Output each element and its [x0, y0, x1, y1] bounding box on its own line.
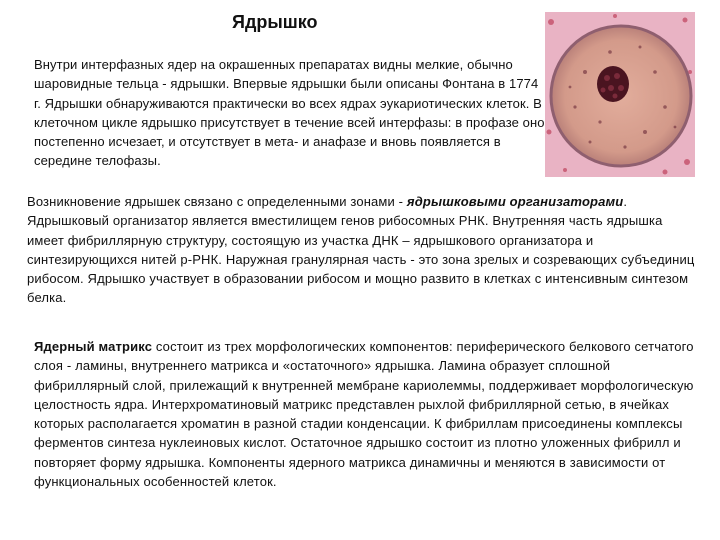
- nucleolar-organizer-term: ядрышковыми организаторами: [406, 194, 624, 209]
- para3-body: состоит из трех морфологических компонентов: периферического белкового сетчатого слоя - ламины, внутреннего матрикса и «остаточного» ядрышка. Ламина образует сплошной фибриллярный слой, прилежащий к внутренней мембране кариолеммы, поддерживает морфологическую целостность ядра. Интерхроматиновый матрикс представлен рыхлой фибриллярной сетью, в ячейках которых располагается хроматин в разной стадии конденсации. К фибриллам присоединены комплексы ферментов синтеза нуклеиновых кислот. Остаточное ядрышко состоит из плотно уложенных фибрилл и повторяет форму ядрышка. Компоненты ядерного матрикса динамичны и меняются в зависимости от функциональных особенностей клеток.: [34, 339, 694, 490]
- nuclear-matrix-paragraph: [34, 337, 699, 491]
- nucleolus: [597, 66, 629, 102]
- nucleolus-intro-paragraph: Внутри интерфазных ядер на окрашенных препаратах видны мелкие, обычно шаровидные тельца - ядрышки. Впервые ядрышки были описаны Фонтана в 1774 г. Ядрышки обнаруживаются практически во всех ядрах эукариотических клеток. В клеточном цикле ядрышко присутствует в течение всей интерфазы: в профазе оно постепенно исчезает, и отсутствует в мета- и анафазе и вновь появляется в середине телофазы.: [34, 57, 545, 169]
- nuclear-matrix-term: Ядерный матрикс: [34, 339, 153, 354]
- micrograph-svg: [545, 12, 695, 177]
- para2-before: Возникновение ядрышек связано с определенными зонами -: [27, 194, 407, 209]
- nucleus-micrograph: [545, 12, 695, 177]
- nucleolar-organizer-paragraph: [27, 192, 697, 308]
- para2-after: . Ядрышковый организатор является вместилищем генов рибосомных РНК. Внутренняя часть ядрышка имеет фибриллярную структуру, состоящую из участка ДНК – ядрышкового организатора и синтезирующихся нитей р-РНК. Наружная гранулярная часть - это зона зрелых и созревающих субъединиц рибосом. Ядрышко участвует в образовании рибосом и мощно развито в клетках с интенсивным синтезом белка.: [27, 194, 695, 306]
- page-title: Ядрышко: [232, 12, 318, 32]
